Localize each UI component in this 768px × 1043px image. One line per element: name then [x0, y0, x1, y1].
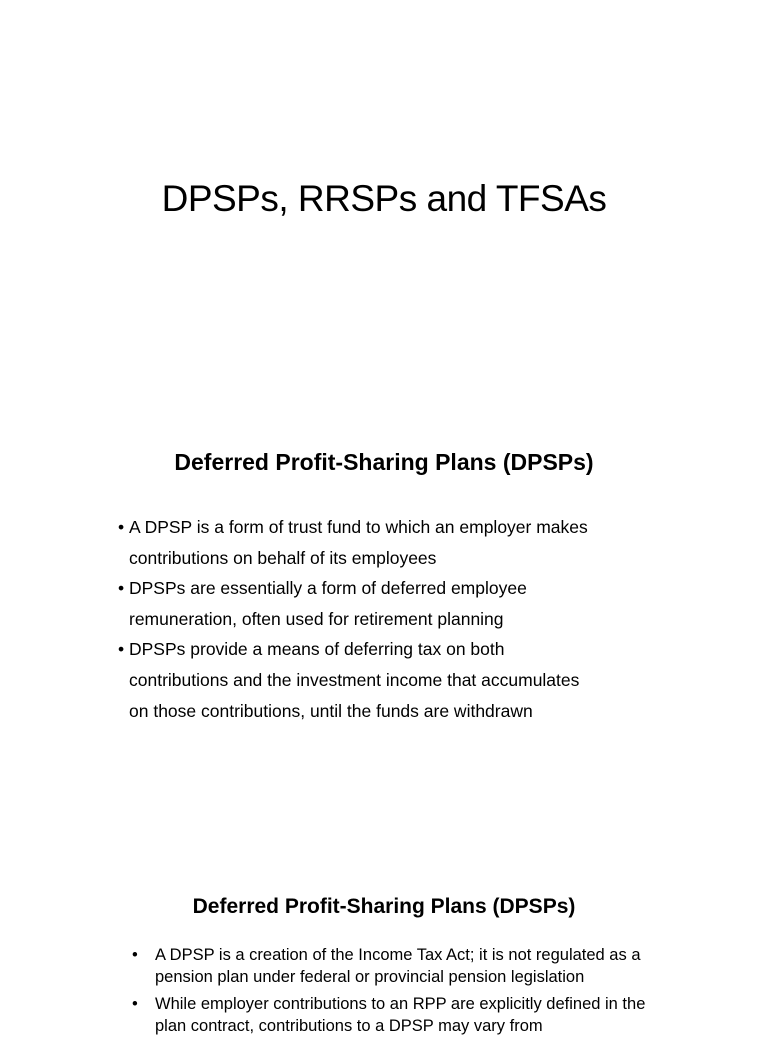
- slide-title: [0, 0, 768, 385]
- slide-dpsp-overview: [0, 385, 768, 865]
- bullet-text: A DPSP is a creation of the Income Tax Act; it is not regulated as a pension plan under federal or provincial pension legislation: [155, 946, 641, 986]
- presentation-title: DPSPs, RRSPs and TFSAs: [161, 178, 607, 219]
- bullet-icon: •: [132, 995, 138, 1013]
- list-item: [132, 994, 672, 1037]
- bullet-icon: •: [132, 946, 138, 964]
- slide-dpsp-regulation: [0, 865, 768, 1035]
- slide-heading: Deferred Profit-Sharing Plans (DPSPs): [192, 895, 576, 918]
- bullet-list: [132, 945, 672, 1043]
- list-item: [118, 573, 588, 634]
- bullet-icon: •: [118, 639, 125, 660]
- bullet-icon: •: [118, 517, 125, 537]
- bullet-text: DPSPs are essentially a form of deferred employee remuneration, often used for retirement planning: [129, 578, 527, 629]
- slide-heading: Deferred Profit-Sharing Plans (DPSPs): [174, 449, 594, 475]
- bullet-list: [118, 512, 588, 726]
- list-item: [118, 512, 588, 573]
- bullet-text: While employer contributions to an RPP are explicitly defined in the plan contract, contributions to a DPSP may vary from: [155, 995, 646, 1035]
- bullet-text: A DPSP is a form of trust fund to which an employer makes contributions on behalf of its employees: [129, 517, 588, 568]
- list-item: [132, 945, 672, 988]
- list-item: [118, 634, 588, 726]
- bullet-text: DPSPs provide a means of deferring tax on both contributions and the investment income that accumulates on those contributions, until the funds are withdrawn: [129, 639, 580, 721]
- bullet-icon: •: [118, 578, 125, 599]
